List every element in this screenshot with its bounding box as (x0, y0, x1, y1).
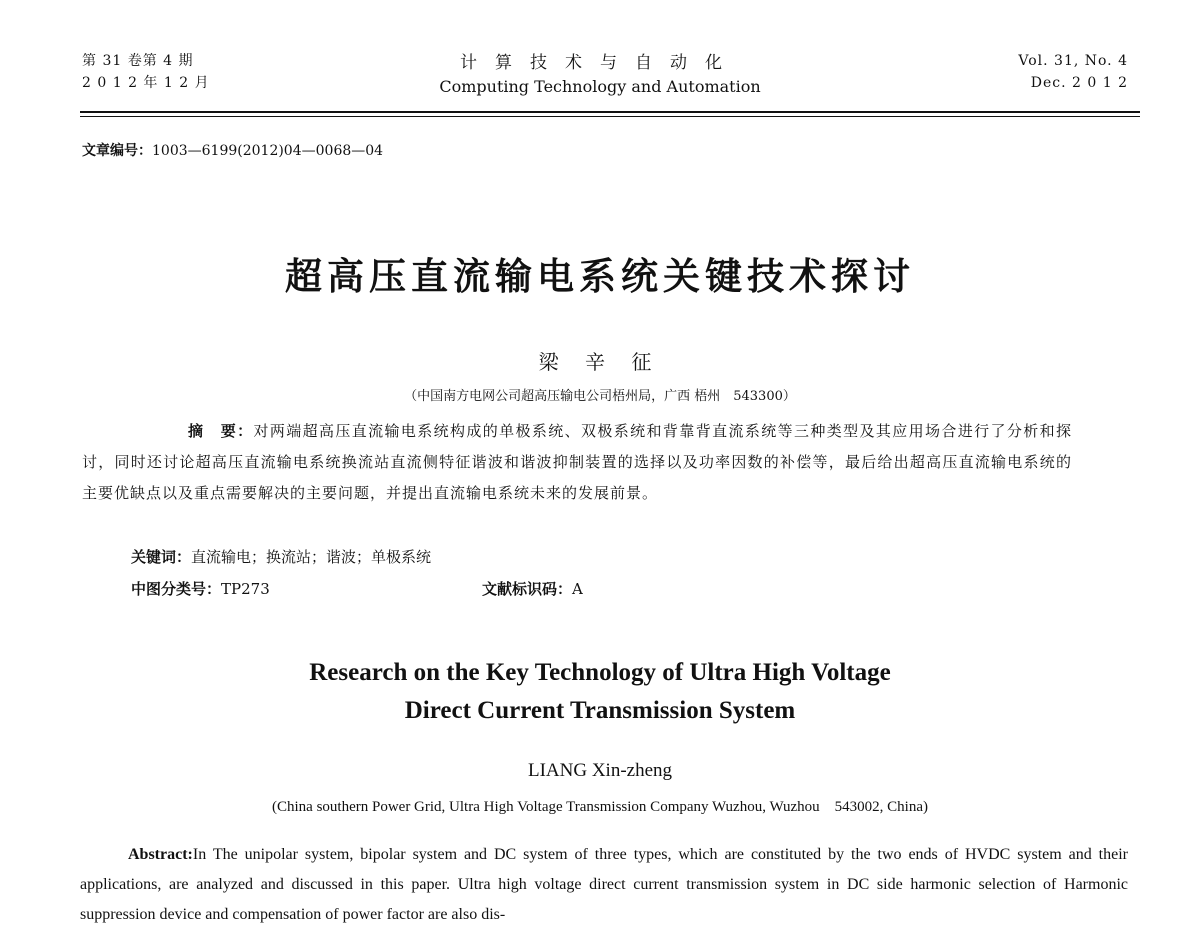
author-en: LIANG Xin-zheng (527, 760, 673, 781)
clc-label: 中图分类号： (131, 580, 222, 598)
article-number-label: 文章编号： (82, 143, 152, 159)
title-cn: 超高压直流输电系统关键技术探讨 (285, 255, 915, 298)
article-number-value: 1003—6199(2012)04—0068—04 (152, 143, 384, 159)
document-code (482, 578, 583, 599)
date-cn: 2 0 1 2 年 1 2 月 (82, 75, 210, 91)
journal-name-en: Computing Technology and Automation (439, 77, 761, 96)
keywords-label-cn: 关键词： (131, 548, 192, 566)
document-code-value: A (572, 580, 583, 598)
affiliation-en: (China southern Power Grid, Ultra High Voltage Transmission Company Wuzhou, Wuzhou 543002, China) (272, 799, 928, 815)
volume-issue-cn: 第 31 卷第 4 期 (82, 53, 194, 69)
clc-number (131, 578, 270, 599)
title-en-line2: Direct Current Transmission System (404, 697, 796, 724)
article-number (82, 140, 383, 160)
clc-value: TP273 (221, 580, 270, 598)
volume-issue-en: Vol. 31, No. 4 (1018, 53, 1128, 69)
keywords-cn (131, 546, 431, 567)
author-cn: 梁 辛 征 (538, 350, 662, 374)
abstract-cn (82, 416, 1072, 509)
abstract-label-cn: 摘 要： (188, 422, 254, 440)
affiliation-cn: （中国南方电网公司超高压输电公司梧州局，广西 梧州 543300） (404, 389, 796, 404)
document-code-label: 文献标识码： (482, 580, 573, 598)
title-en-line1: Research on the Key Technology of Ultra High Voltage (309, 659, 891, 686)
abstract-text-cn: 对两端超高压直流输电系统构成的单极系统、双极系统和背靠背直流系统等三种类型及其应用场合进行了分析和探讨，同时还讨论超高压直流输电系统换流站直流侧特征谐波和谐波抑制装置的选择以及功率因数的补偿等，最后给出超高压直流输电系统的主要优缺点以及重点需要解决的主要问题，并提出直流输电系统未来的发展前景。 (82, 422, 1072, 502)
header-rule-thick (80, 111, 1140, 113)
title-en (0, 654, 1200, 730)
header-rule-thin (80, 116, 1140, 117)
abstract-text-en: In The unipolar system, bipolar system and DC system of three types, which are constituted by the two ends of HVDC system and their applications, are analyzed and discussed in this paper. Ultra high voltage direct current transmission system in DC side harmonic selection of Harmonic suppression device and compensation of power factor are also dis- (80, 846, 1128, 923)
journal-name-cn: 计算技术与自动化 (460, 53, 740, 73)
date-en: Dec. 2 0 1 2 (1030, 75, 1128, 91)
abstract-label-en: Abstract: (128, 846, 193, 863)
abstract-en (80, 840, 1128, 944)
keywords-text-cn: 直流输电；换流站；谐波；单极系统 (191, 548, 432, 566)
